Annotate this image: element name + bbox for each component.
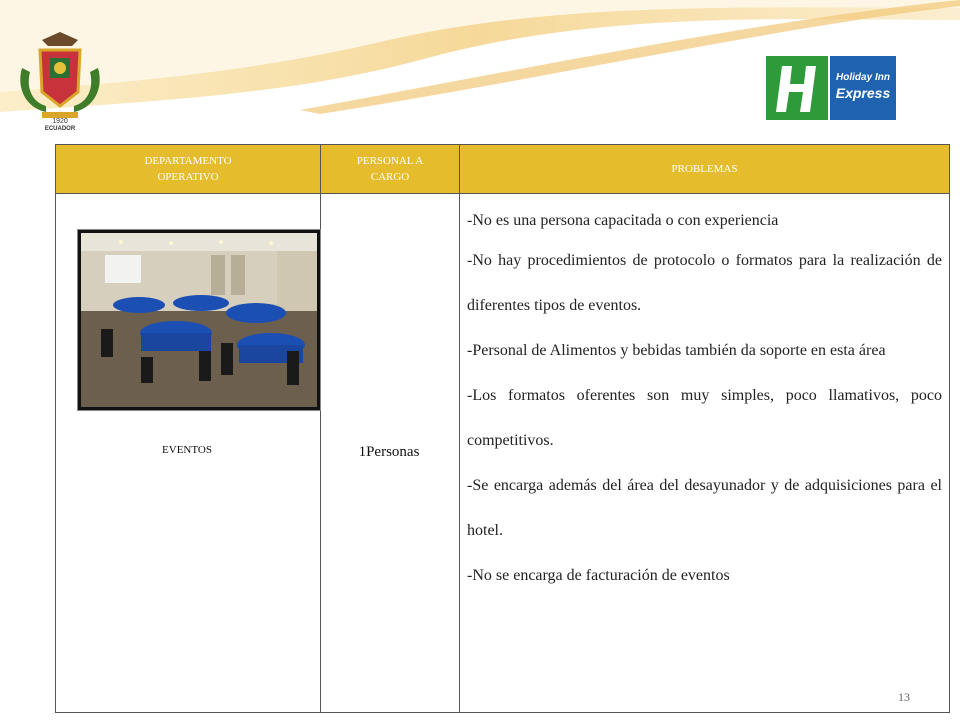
column-header-staff bbox=[321, 145, 460, 194]
coat-of-arms-caption: ECUADOR bbox=[44, 126, 76, 132]
operations-table bbox=[55, 144, 950, 713]
problems-list bbox=[461, 195, 948, 598]
column-header-problems-line1: PROBLEMAS bbox=[671, 163, 738, 175]
logo-holiday-inn-text: Holiday Inn bbox=[836, 72, 890, 83]
staff-cell bbox=[321, 194, 460, 713]
column-header-department-line2: OPERATIVO bbox=[157, 171, 219, 183]
column-header-problems bbox=[460, 145, 950, 194]
problem-item: -No hay procedimientos de protocolo o formatos para la realización de diferentes tipos de eventos. bbox=[467, 252, 942, 314]
problem-item: -Los formatos oferentes son muy simples, poco llamativos, poco competitivos. bbox=[467, 387, 942, 449]
department-name: EVENTOS bbox=[162, 444, 212, 456]
logo-express-text: Express bbox=[835, 85, 891, 101]
page-number: 13 bbox=[898, 690, 910, 704]
problem-item: -Personal de Alimentos y bebidas también da soporte en esta área bbox=[467, 342, 886, 359]
column-header-staff-line1: PERSONAL A bbox=[356, 155, 424, 167]
department-cell bbox=[56, 194, 321, 713]
problem-item: -No es una persona capacitada o con experiencia bbox=[467, 212, 779, 229]
ecuador-coat-of-arms-icon bbox=[12, 28, 108, 132]
event-room-image bbox=[81, 233, 317, 407]
table-row bbox=[56, 194, 950, 713]
table-header-row bbox=[56, 145, 950, 194]
coat-of-arms-year: 1920 bbox=[52, 118, 68, 125]
problems-cell bbox=[460, 194, 950, 713]
problem-item: -Se encarga además del área del desayunador y de adquisiciones para el hotel. bbox=[467, 477, 942, 539]
staff-count: 1Personas bbox=[358, 444, 420, 460]
column-header-department bbox=[56, 145, 321, 194]
holiday-inn-express-logo-icon bbox=[766, 56, 896, 120]
event-room-photo bbox=[78, 230, 320, 410]
column-header-staff-line2: CARGO bbox=[370, 171, 410, 183]
column-header-department-line1: DEPARTAMENTO bbox=[144, 155, 232, 167]
problem-item: -No se encarga de facturación de eventos bbox=[467, 567, 730, 584]
